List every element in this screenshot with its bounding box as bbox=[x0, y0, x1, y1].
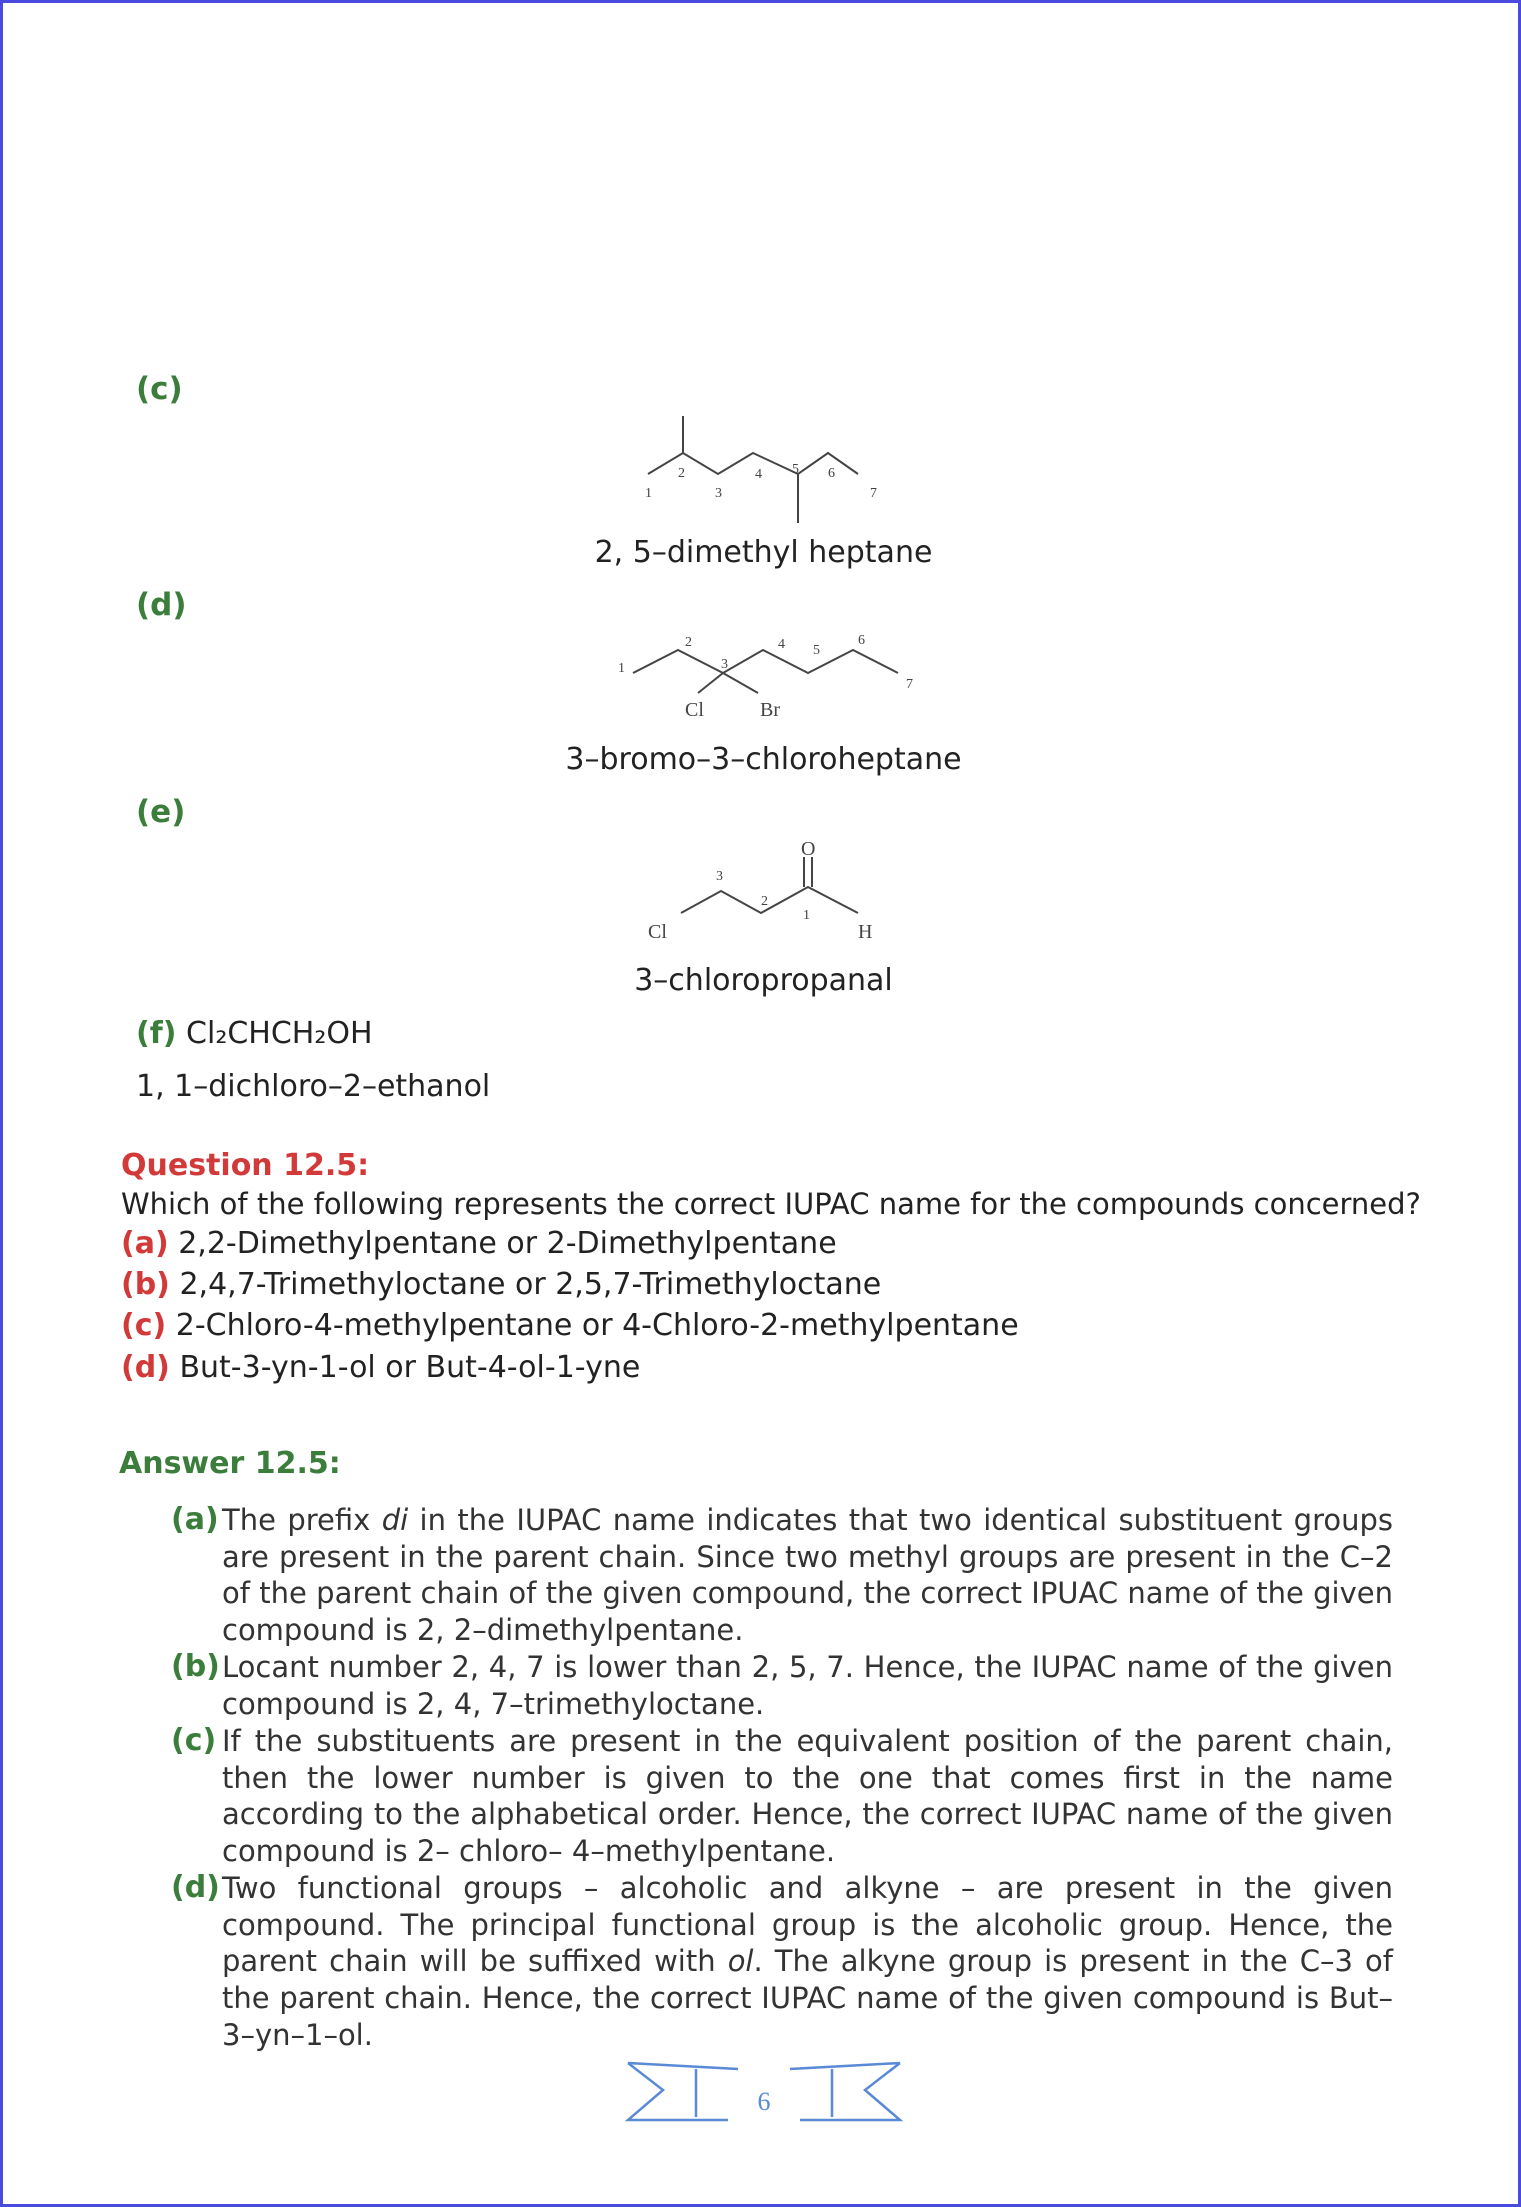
question-option-b bbox=[121, 1267, 881, 1302]
answer-c-label: (c) bbox=[171, 1723, 217, 1758]
structure-d-br-bond bbox=[723, 673, 758, 693]
question-option-d bbox=[121, 1350, 640, 1385]
structure-e-o: O bbox=[801, 838, 816, 860]
structure-e-chain bbox=[681, 887, 858, 913]
structure-e-num-3: 3 bbox=[716, 869, 723, 884]
structure-d-num-1: 1 bbox=[618, 661, 625, 676]
option-d-label: (d) bbox=[121, 1350, 170, 1385]
answer-a bbox=[171, 1502, 1393, 1649]
footer-right-sigma bbox=[800, 2063, 900, 2120]
structure-e-num-1: 1 bbox=[803, 908, 810, 923]
structure-c-num-3: 3 bbox=[715, 486, 722, 501]
part-c-label: (c) bbox=[136, 371, 183, 407]
answer-d-text: Two functional groups – alcoholic and alkyne – are present in the given compound. The principal functional group is the alcoholic group. Hence, the parent chain will be suffixed with ol. The alkyne group is present in the C–3 of the parent chain. Hence, the correct IUPAC name of the given compound is But–3–yn–1–ol. bbox=[222, 1871, 1393, 2052]
part-f-name: 1, 1–dichloro–2–ethanol bbox=[136, 1069, 491, 1104]
structure-e-diagram bbox=[643, 835, 893, 953]
question-text: Which of the following represents the correct IUPAC name for the compounds concerned? bbox=[121, 1187, 1421, 1221]
page-number: 6 bbox=[757, 2087, 771, 2116]
part-f-formula: Cl₂CHCH₂OH bbox=[186, 1016, 373, 1051]
option-b-label: (b) bbox=[121, 1267, 170, 1302]
answer-b-label: (b) bbox=[171, 1649, 220, 1684]
structure-c-num-7: 7 bbox=[870, 486, 877, 501]
structure-c-num-2: 2 bbox=[678, 466, 685, 481]
answer-d bbox=[171, 1870, 1393, 2054]
structure-d-chain bbox=[633, 650, 898, 673]
answer-b-text: Locant number 2, 4, 7 is lower than 2, 5, 7. Hence, the IUPAC name of the given compound is 2, 4, 7–trimethyloctane. bbox=[222, 1650, 1393, 1721]
footer-right-top bbox=[790, 2063, 900, 2069]
option-c-label: (c) bbox=[121, 1308, 167, 1343]
part-e-name: 3–chloropropanal bbox=[634, 963, 893, 998]
structure-d-num-5: 5 bbox=[813, 643, 820, 658]
option-a-label: (a) bbox=[121, 1226, 169, 1261]
answer-c-text: If the substituents are present in the equivalent position of the parent chain, then the lower number is given to the one that comes first in the name according to the alphabetical order. Hence, the correct IUPAC name of the given compound is 2– chloro– 4–methylpentane. bbox=[222, 1724, 1393, 1869]
footer-left-sigma bbox=[628, 2063, 728, 2120]
answer-d-label: (d) bbox=[171, 1870, 220, 1905]
footer-left-top bbox=[628, 2063, 738, 2069]
footer-page-ornament bbox=[618, 2055, 910, 2127]
structure-e-h: H bbox=[858, 921, 873, 943]
structure-d-num-6: 6 bbox=[858, 633, 865, 648]
structure-d-br: Br bbox=[760, 699, 780, 721]
option-a-text: 2,2-Dimethylpentane or 2-Dimethylpentane bbox=[178, 1226, 837, 1261]
part-d-label: (d) bbox=[136, 587, 187, 623]
answer-a-text: The prefix di in the IUPAC name indicates that two identical substituent groups are present in the parent chain. Since two methyl groups are present in the C–2 of the parent chain of the given compound, the correct IPUAC name of the given compound is 2, 2–dimethylpentane. bbox=[222, 1503, 1393, 1648]
structure-d-num-7: 7 bbox=[906, 677, 913, 692]
part-f-line bbox=[136, 1016, 373, 1051]
structure-d-num-3: 3 bbox=[721, 657, 728, 672]
part-f-label: (f) bbox=[136, 1016, 177, 1051]
structure-d-num-2: 2 bbox=[685, 635, 692, 650]
structure-d-num-4: 4 bbox=[778, 637, 785, 652]
option-b-text: 2,4,7-Trimethyloctane or 2,5,7-Trimethyloctane bbox=[179, 1267, 882, 1302]
option-c-text: 2-Chloro-4-methylpentane or 4-Chloro-2-methylpentane bbox=[175, 1308, 1019, 1343]
answer-title: Answer 12.5: bbox=[119, 1446, 341, 1481]
answer-b bbox=[171, 1649, 1393, 1722]
structure-c-num-1: 1 bbox=[645, 486, 652, 501]
answer-c bbox=[171, 1723, 1393, 1870]
part-e-label: (e) bbox=[136, 794, 186, 830]
question-title: Question 12.5: bbox=[121, 1148, 370, 1183]
structure-d-cl-bond bbox=[698, 673, 723, 693]
structure-e-cl: Cl bbox=[648, 921, 667, 943]
question-option-c bbox=[121, 1308, 1019, 1343]
structure-c-diagram bbox=[633, 411, 903, 529]
structure-c-num-6: 6 bbox=[828, 466, 835, 481]
structure-d-diagram bbox=[613, 628, 928, 728]
part-d-name: 3–bromo–3–chloroheptane bbox=[565, 742, 962, 777]
option-d-text: But-3-yn-1-ol or But-4-ol-1-yne bbox=[179, 1350, 641, 1385]
part-c-name: 2, 5–dimethyl heptane bbox=[594, 535, 933, 570]
structure-e-num-2: 2 bbox=[761, 894, 768, 909]
structure-d-cl: Cl bbox=[685, 699, 704, 721]
structure-c-num-4: 4 bbox=[755, 467, 762, 482]
structure-c-num-5: 5 bbox=[792, 462, 799, 477]
question-option-a bbox=[121, 1226, 837, 1261]
answer-a-label: (a) bbox=[171, 1502, 219, 1537]
